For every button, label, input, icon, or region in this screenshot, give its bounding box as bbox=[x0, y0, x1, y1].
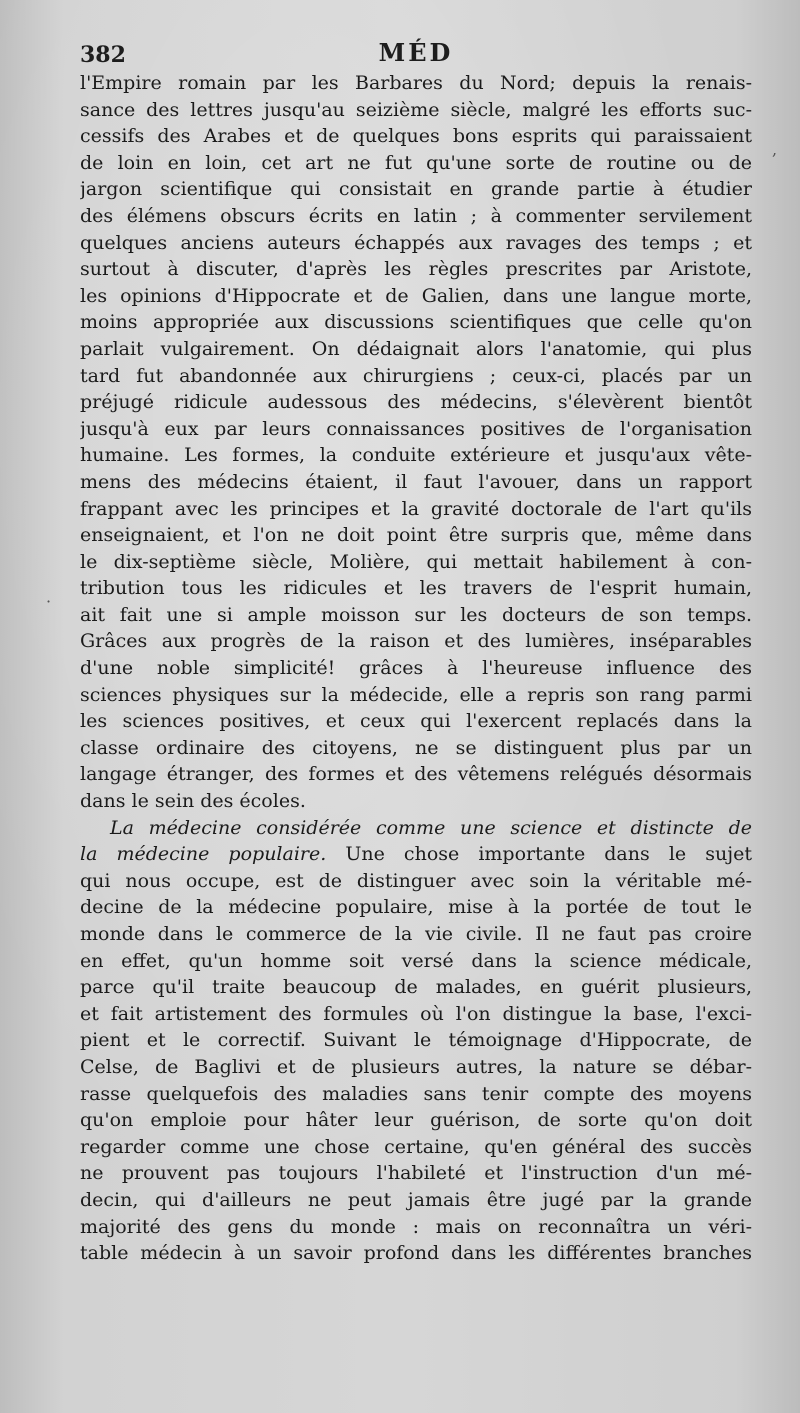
text-line: monde dans le commerce de la vie civile. Il ne faut pas croire bbox=[80, 923, 752, 945]
margin-speck: , bbox=[772, 140, 778, 159]
text-line: qu'on emploie pour hâter leur guérison, de sorte qu'on doit bbox=[80, 1109, 752, 1132]
text-line: mens des médecins étaient, il faut l'avouer, dans un rapport bbox=[80, 470, 752, 493]
text-line: enseignaient, et l'on ne doit point être surpris que, même dans bbox=[80, 524, 752, 547]
paragraph-continuation bbox=[80, 70, 752, 815]
text-line: tard fut abandonnée aux chirurgiens ; ceux-ci, placés par un bbox=[80, 364, 752, 387]
text-line: qui nous occupe, est de distinguer avec soin la véritable mé- bbox=[80, 869, 752, 892]
margin-speck: · bbox=[46, 592, 52, 611]
text-line: préjugé ridicule audessous des médecins, s'élevèrent bientôt bbox=[80, 391, 752, 414]
text-line: decine de la médecine populaire, mise à la portée de tout le bbox=[80, 896, 752, 919]
text-line: moins appropriée aux discussions scientifiques que celle qu'on bbox=[80, 311, 752, 334]
text-line: sciences physiques sur la médecide, elle a repris son rang parmi bbox=[80, 683, 752, 706]
text-line: rasse quelquefois des maladies sans tenir compte des moyens bbox=[80, 1082, 752, 1105]
text-line: frappant avec les principes et la gravité doctorale de l'art qu'ils bbox=[80, 497, 752, 520]
text-line: des élémens obscurs écrits en latin ; à commenter servilement bbox=[80, 204, 752, 227]
text-line: d'une noble simplicité! grâces à l'heureuse influence des bbox=[80, 657, 752, 680]
text-line: table médecin à un savoir profond dans les différentes branches bbox=[80, 1242, 752, 1265]
text-line: decin, qui d'ailleurs ne peut jamais être jugé par la grande bbox=[80, 1188, 752, 1211]
text-line: le dix-septième siècle, Molière, qui mettait habilement à con- bbox=[80, 550, 752, 573]
text-line: de loin en loin, cet art ne fut qu'une sorte de routine ou de bbox=[80, 151, 752, 174]
page-header bbox=[80, 38, 752, 72]
text-line: en effet, qu'un homme soit versé dans la science médicale, bbox=[80, 949, 752, 972]
text-line: majorité des gens du monde : mais on reconnaîtra un véri- bbox=[80, 1215, 752, 1238]
text-line: jusqu'à eux par leurs connaissances positives de l'organisation bbox=[80, 417, 752, 440]
text-line: l'Empire romain par les Barbares du Nord; depuis la renais- bbox=[80, 72, 752, 94]
text-line: les opinions d'Hippocrate et de Galien, dans une langue morte, bbox=[80, 284, 752, 307]
text-line: classe ordinaire des citoyens, ne se distinguent plus par un bbox=[80, 736, 752, 759]
text-line: Celse, de Baglivi et de plusieurs autres, la nature se débar- bbox=[80, 1055, 752, 1078]
text-line: quelques anciens auteurs échappés aux ravages des temps ; et bbox=[80, 231, 752, 254]
text-line: langage étranger, des formes et des vêtemens relégués désormais bbox=[80, 763, 752, 786]
text-line: parce qu'il traite beaucoup de malades, en guérit plusieurs, bbox=[80, 976, 752, 999]
section-heading-line bbox=[80, 841, 752, 868]
text-line: ait fait une si ample moisson sur les docteurs de son temps. bbox=[80, 603, 752, 626]
text-line: jargon scientifique qui consistait en grande partie à étudier bbox=[80, 178, 752, 201]
running-head: MÉD bbox=[378, 38, 454, 67]
text-line: humaine. Les formes, la conduite extérieure et jusqu'aux vête- bbox=[80, 444, 752, 467]
text-line: et fait artistement des formules où l'on distingue la base, l'exci- bbox=[80, 1002, 752, 1025]
section-heading-italic: la médecine populaire. bbox=[80, 843, 327, 866]
text-line: parlait vulgairement. On dédaignait alors l'anatomie, qui plus bbox=[80, 337, 752, 360]
text-line: ne prouvent pas toujours l'habileté et l'instruction d'un mé- bbox=[80, 1162, 752, 1185]
section-text-start: Une chose importante dans le sujet bbox=[326, 843, 752, 866]
text-line: tribution tous les ridicules et les travers de l'esprit humain, bbox=[80, 577, 752, 600]
text-line: cessifs des Arabes et de quelques bons esprits qui paraissaient bbox=[80, 125, 752, 148]
text-line: les sciences positives, et ceux qui l'exercent replacés dans la bbox=[80, 710, 752, 733]
body-text bbox=[80, 70, 752, 1267]
paragraph-medecine bbox=[80, 815, 752, 1267]
text-line: Grâces aux progrès de la raison et des lumières, inséparables bbox=[80, 630, 752, 653]
section-heading-line: La médecine considérée comme une science et distincte de bbox=[110, 816, 752, 839]
text-line: dans le sein des écoles. bbox=[80, 790, 306, 813]
page-number: 382 bbox=[80, 42, 126, 68]
text-line: regarder comme une chose certaine, qu'en général des succès bbox=[80, 1135, 752, 1158]
text-line: pient et le correctif. Suivant le témoignage d'Hippocrate, de bbox=[80, 1029, 752, 1052]
text-line: sance des lettres jusqu'au seizième siècle, malgré les efforts suc- bbox=[80, 98, 752, 121]
text-line: surtout à discuter, d'après les règles prescrites par Aristote, bbox=[80, 258, 752, 281]
